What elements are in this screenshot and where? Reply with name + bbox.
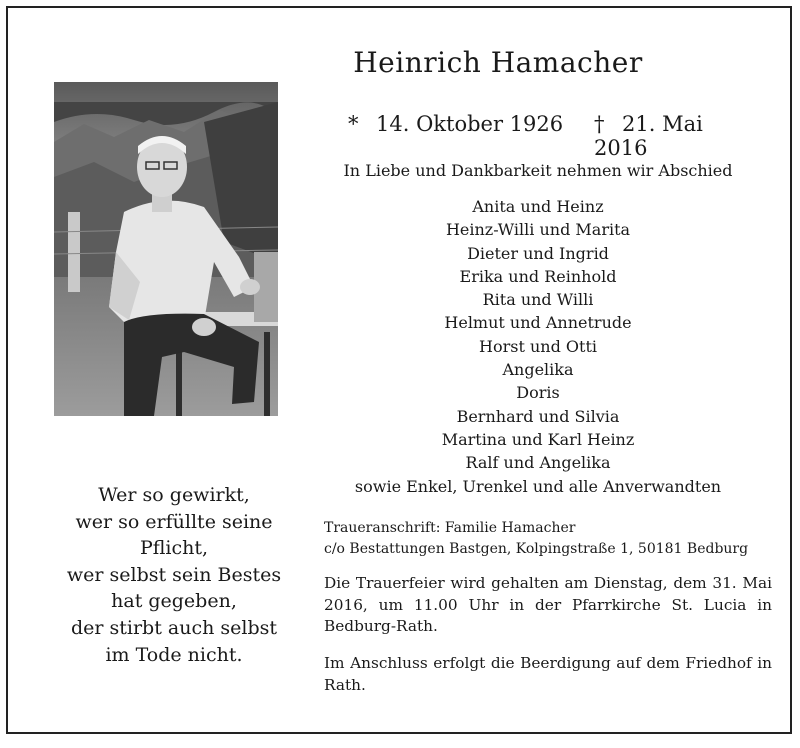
poem-line: wer so erfüllte seine	[75, 510, 273, 533]
mourner-item: Horst und Otti	[479, 336, 597, 356]
mourner-item: Bernhard und Silvia	[456, 406, 620, 426]
mourner-item: sowie Enkel, Urenkel und alle Anverwandten	[354, 476, 722, 496]
birth-date	[348, 112, 563, 136]
poem-line: hat gegeben,	[111, 590, 237, 613]
mourner-item: Ralf und Angelika	[465, 453, 611, 473]
obituary-notice	[6, 6, 792, 734]
mourner-item: Helmut und Annetrude	[444, 313, 632, 333]
poem-line: Wer so gewirkt,	[98, 484, 250, 506]
ceremony-info: Die Trauerfeier wird gehalten am Dienstag, dem 31. Mai 2016, um 11.00 Uhr in der Pfarrkirche St. Lucia in Bedburg-Rath.	[324, 574, 772, 635]
death-date	[594, 112, 748, 160]
mourner-item: Martina und Karl Heinz	[441, 429, 635, 449]
address-line-2: c/o Bestattungen Bastgen, Kolpingstraße 1, 50181 Bedburg	[324, 541, 749, 557]
mourner-item: Anita und Heinz	[472, 197, 604, 216]
birth-star-icon: *	[348, 112, 359, 136]
mourning-address	[324, 518, 774, 560]
mourner-item: Erika und Reinhold	[459, 266, 617, 286]
mourner-item: Doris	[516, 383, 560, 403]
poem-line: wer selbst sein Bestes	[66, 563, 282, 586]
portrait-photo	[54, 82, 278, 416]
mourner-item: Rita und Willi	[482, 290, 594, 310]
farewell-line: In Liebe und Dankbarkeit nehmen wir Abschied	[343, 161, 733, 180]
memorial-poem	[54, 482, 294, 668]
mourner-item: Dieter und Ingrid	[467, 243, 609, 263]
birth-date-text: 14. Oktober 1926	[376, 112, 564, 136]
deceased-name: Heinrich Hamacher	[353, 46, 643, 79]
mourners-list	[318, 195, 758, 498]
death-date-text: 21. Mai 2016	[594, 112, 703, 160]
mourner-item: Angelika	[502, 360, 574, 380]
address-line-1: Traueranschrift: Familie Hamacher	[324, 520, 576, 536]
mourner-item: Heinz-Willi und Marita	[445, 220, 631, 240]
death-cross-icon: †	[594, 112, 605, 136]
poem-line: der stirbt auch selbst	[70, 616, 277, 639]
poem-line: Pflicht,	[139, 537, 209, 560]
poem-line: im Tode nicht.	[105, 643, 243, 666]
burial-info: Im Anschluss erfolgt die Beerdigung auf dem Friedhof in Rath.	[324, 654, 772, 694]
